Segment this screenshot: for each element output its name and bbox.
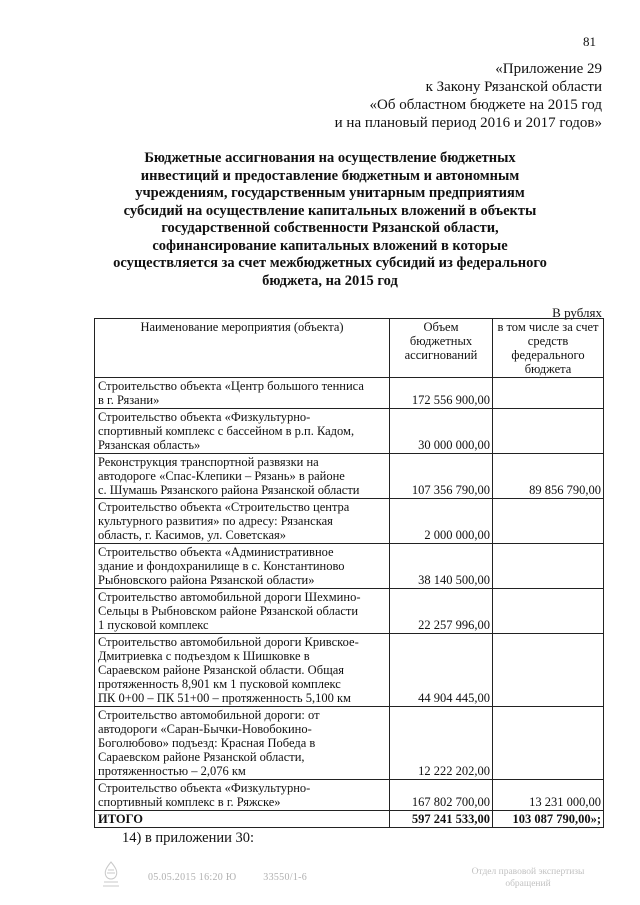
row-name-line: Строительство автомобильной дороги: от xyxy=(98,708,320,722)
row-name-line: автодороги «Саран-Бычки-Новобокино- xyxy=(98,722,312,736)
row-name-line: Реконструкция транспортной развязки на xyxy=(98,455,319,469)
title-line: государственной собственности Рязанской области, xyxy=(161,220,499,236)
title-line: инвестиций и предоставление бюджетным и автономным xyxy=(140,167,520,184)
row-federal xyxy=(493,378,604,409)
appendix-line: и на плановый период 2016 и 2017 годов» xyxy=(334,115,602,131)
row-federal: 13 231 000,00 xyxy=(493,780,604,811)
footer-department-line: обращений xyxy=(505,879,551,889)
appendix-header xyxy=(335,60,602,132)
units-label: В рублях xyxy=(552,305,602,320)
title-line: бюджета, на 2015 год xyxy=(262,272,398,289)
row-federal: 89 856 790,00 xyxy=(493,454,604,499)
total-federal: 103 087 790,00»; xyxy=(493,811,604,828)
table-row xyxy=(95,454,604,499)
row-name-line: Дмитриевка с подъездом к Шишковке в xyxy=(98,649,310,663)
row-name-line: Строительство объекта «Строительство центра xyxy=(98,500,350,514)
footer-department-line: Отдел правовой экспертизы xyxy=(471,867,585,877)
header-federal-text: в том числе за счет xyxy=(497,320,599,334)
row-name xyxy=(95,780,390,811)
row-name xyxy=(95,454,390,499)
row-amount: 30 000 000,00 xyxy=(390,409,493,454)
budget-table xyxy=(94,318,604,828)
row-name-line: 1 пусковой комплекс xyxy=(98,618,209,632)
footer-department xyxy=(448,866,608,890)
row-federal xyxy=(493,544,604,589)
row-amount: 38 140 500,00 xyxy=(390,544,493,589)
row-amount: 12 222 202,00 xyxy=(390,707,493,780)
title-line: субсидий на осуществление капитальных вложений в объекты xyxy=(123,202,537,219)
table-row xyxy=(95,544,604,589)
row-name-line: Строительство объекта «Физкультурно- xyxy=(98,410,311,424)
row-name-line: Сараевском районе Рязанской области. Общая xyxy=(98,663,344,677)
header-name xyxy=(95,319,390,378)
row-name xyxy=(95,378,390,409)
appendix-line: «Об областном бюджете на 2015 год xyxy=(369,97,602,113)
row-amount: 107 356 790,00 xyxy=(390,454,493,499)
appendix-line: «Приложение 29 xyxy=(495,61,602,77)
row-federal xyxy=(493,707,604,780)
header-federal-text: федерального xyxy=(511,348,585,362)
row-name-line: ПК 0+00 – ПК 51+00 – протяженность 5,100 км xyxy=(98,691,351,705)
row-name-line: протяженность 8,901 км 1 пусковой комплекс xyxy=(98,677,341,691)
row-amount: 2 000 000,00 xyxy=(390,499,493,544)
total-label: ИТОГО xyxy=(95,811,390,828)
row-name-line: Строительство объекта «Физкультурно- xyxy=(98,781,311,795)
header-federal xyxy=(493,319,604,378)
footer-datetime: 05.05.2015 16:20 Ю xyxy=(148,872,237,883)
table-row xyxy=(95,589,604,634)
row-federal xyxy=(493,499,604,544)
row-name xyxy=(95,544,390,589)
row-name-line: с. Шумашь Рязанского района Рязанской области xyxy=(98,483,360,497)
header-federal-text: бюджета xyxy=(524,362,572,376)
row-name-line: протяженностью – 2,076 км xyxy=(98,764,246,778)
header-amount xyxy=(390,319,493,378)
row-name xyxy=(95,589,390,634)
table-header-row xyxy=(95,319,604,378)
header-name-text: Наименование мероприятия (объекта) xyxy=(140,320,344,334)
row-amount: 44 904 445,00 xyxy=(390,634,493,707)
table-row xyxy=(95,499,604,544)
table-row xyxy=(95,409,604,454)
row-name xyxy=(95,499,390,544)
next-amendment-item: 14) в приложении 30: xyxy=(122,830,255,846)
row-name-line: область, г. Касимов, ул. Советская» xyxy=(98,528,287,542)
row-name-line: Строительство автомобильной дороги Кривское- xyxy=(98,635,359,649)
total-amount: 597 241 533,00 xyxy=(390,811,493,828)
table-row xyxy=(95,634,604,707)
row-name-line: в г. Рязани» xyxy=(98,393,160,407)
table-row xyxy=(95,780,604,811)
header-amount-text: ассигнований xyxy=(404,348,478,362)
row-name-line: Строительство автомобильной дороги Шехмино- xyxy=(98,590,361,604)
title-line: осуществляется за счет межбюджетных субсидий из федерального xyxy=(113,255,547,271)
row-name-line: Рязанская область» xyxy=(98,438,201,452)
footer-registration xyxy=(148,872,331,883)
row-amount: 172 556 900,00 xyxy=(390,378,493,409)
title-line: учреждениям, государственным унитарным предприятиям xyxy=(135,185,525,201)
header-federal-text: средств xyxy=(527,334,569,348)
row-amount: 22 257 996,00 xyxy=(390,589,493,634)
row-federal xyxy=(493,634,604,707)
row-name-line: Боголюбово» подъезд: Красная Победа в xyxy=(98,736,316,750)
document-title xyxy=(100,150,560,290)
table-row xyxy=(95,707,604,780)
table-row xyxy=(95,378,604,409)
row-name-line: Строительство объекта «Центр большого тенниса xyxy=(98,379,364,393)
row-name-line: культурного развития» по адресу: Рязанская xyxy=(98,514,333,528)
row-name-line: автодороге «Спас-Клепики – Рязань» в районе xyxy=(98,469,345,483)
row-amount: 167 802 700,00 xyxy=(390,780,493,811)
footer-doc-id: 33550/1-6 xyxy=(263,872,308,883)
row-federal xyxy=(493,589,604,634)
appendix-line: к Закону Рязанской области xyxy=(425,79,602,95)
row-name-line: Сельцы в Рыбновском районе Рязанской области xyxy=(98,604,359,618)
row-name-line: Сараевском районе Рязанской области, xyxy=(98,750,305,764)
header-amount-text: Объем xyxy=(423,320,459,334)
row-name-line: Строительство объекта «Административное xyxy=(98,545,334,559)
table-total-row xyxy=(95,811,604,828)
row-name-line: Рыбновского района Рязанской области» xyxy=(98,573,315,587)
row-name xyxy=(95,409,390,454)
row-federal xyxy=(493,409,604,454)
row-name-line: здание и фондохранилище в с. Константиново xyxy=(98,559,345,573)
header-amount-text: бюджетных xyxy=(409,334,473,348)
title-line: софинансирование капитальных вложений в которые xyxy=(152,237,508,254)
page-number: 81 xyxy=(583,34,596,49)
title-line: Бюджетные ассигнования на осуществление бюджетных xyxy=(144,150,516,166)
row-name-line: спортивный комплекс в г. Ряжске» xyxy=(98,795,281,809)
scanner-stamp-icon xyxy=(100,860,122,890)
row-name xyxy=(95,634,390,707)
row-name xyxy=(95,707,390,780)
row-name-line: спортивный комплекс с бассейном в р.п. Кадом, xyxy=(98,424,355,438)
